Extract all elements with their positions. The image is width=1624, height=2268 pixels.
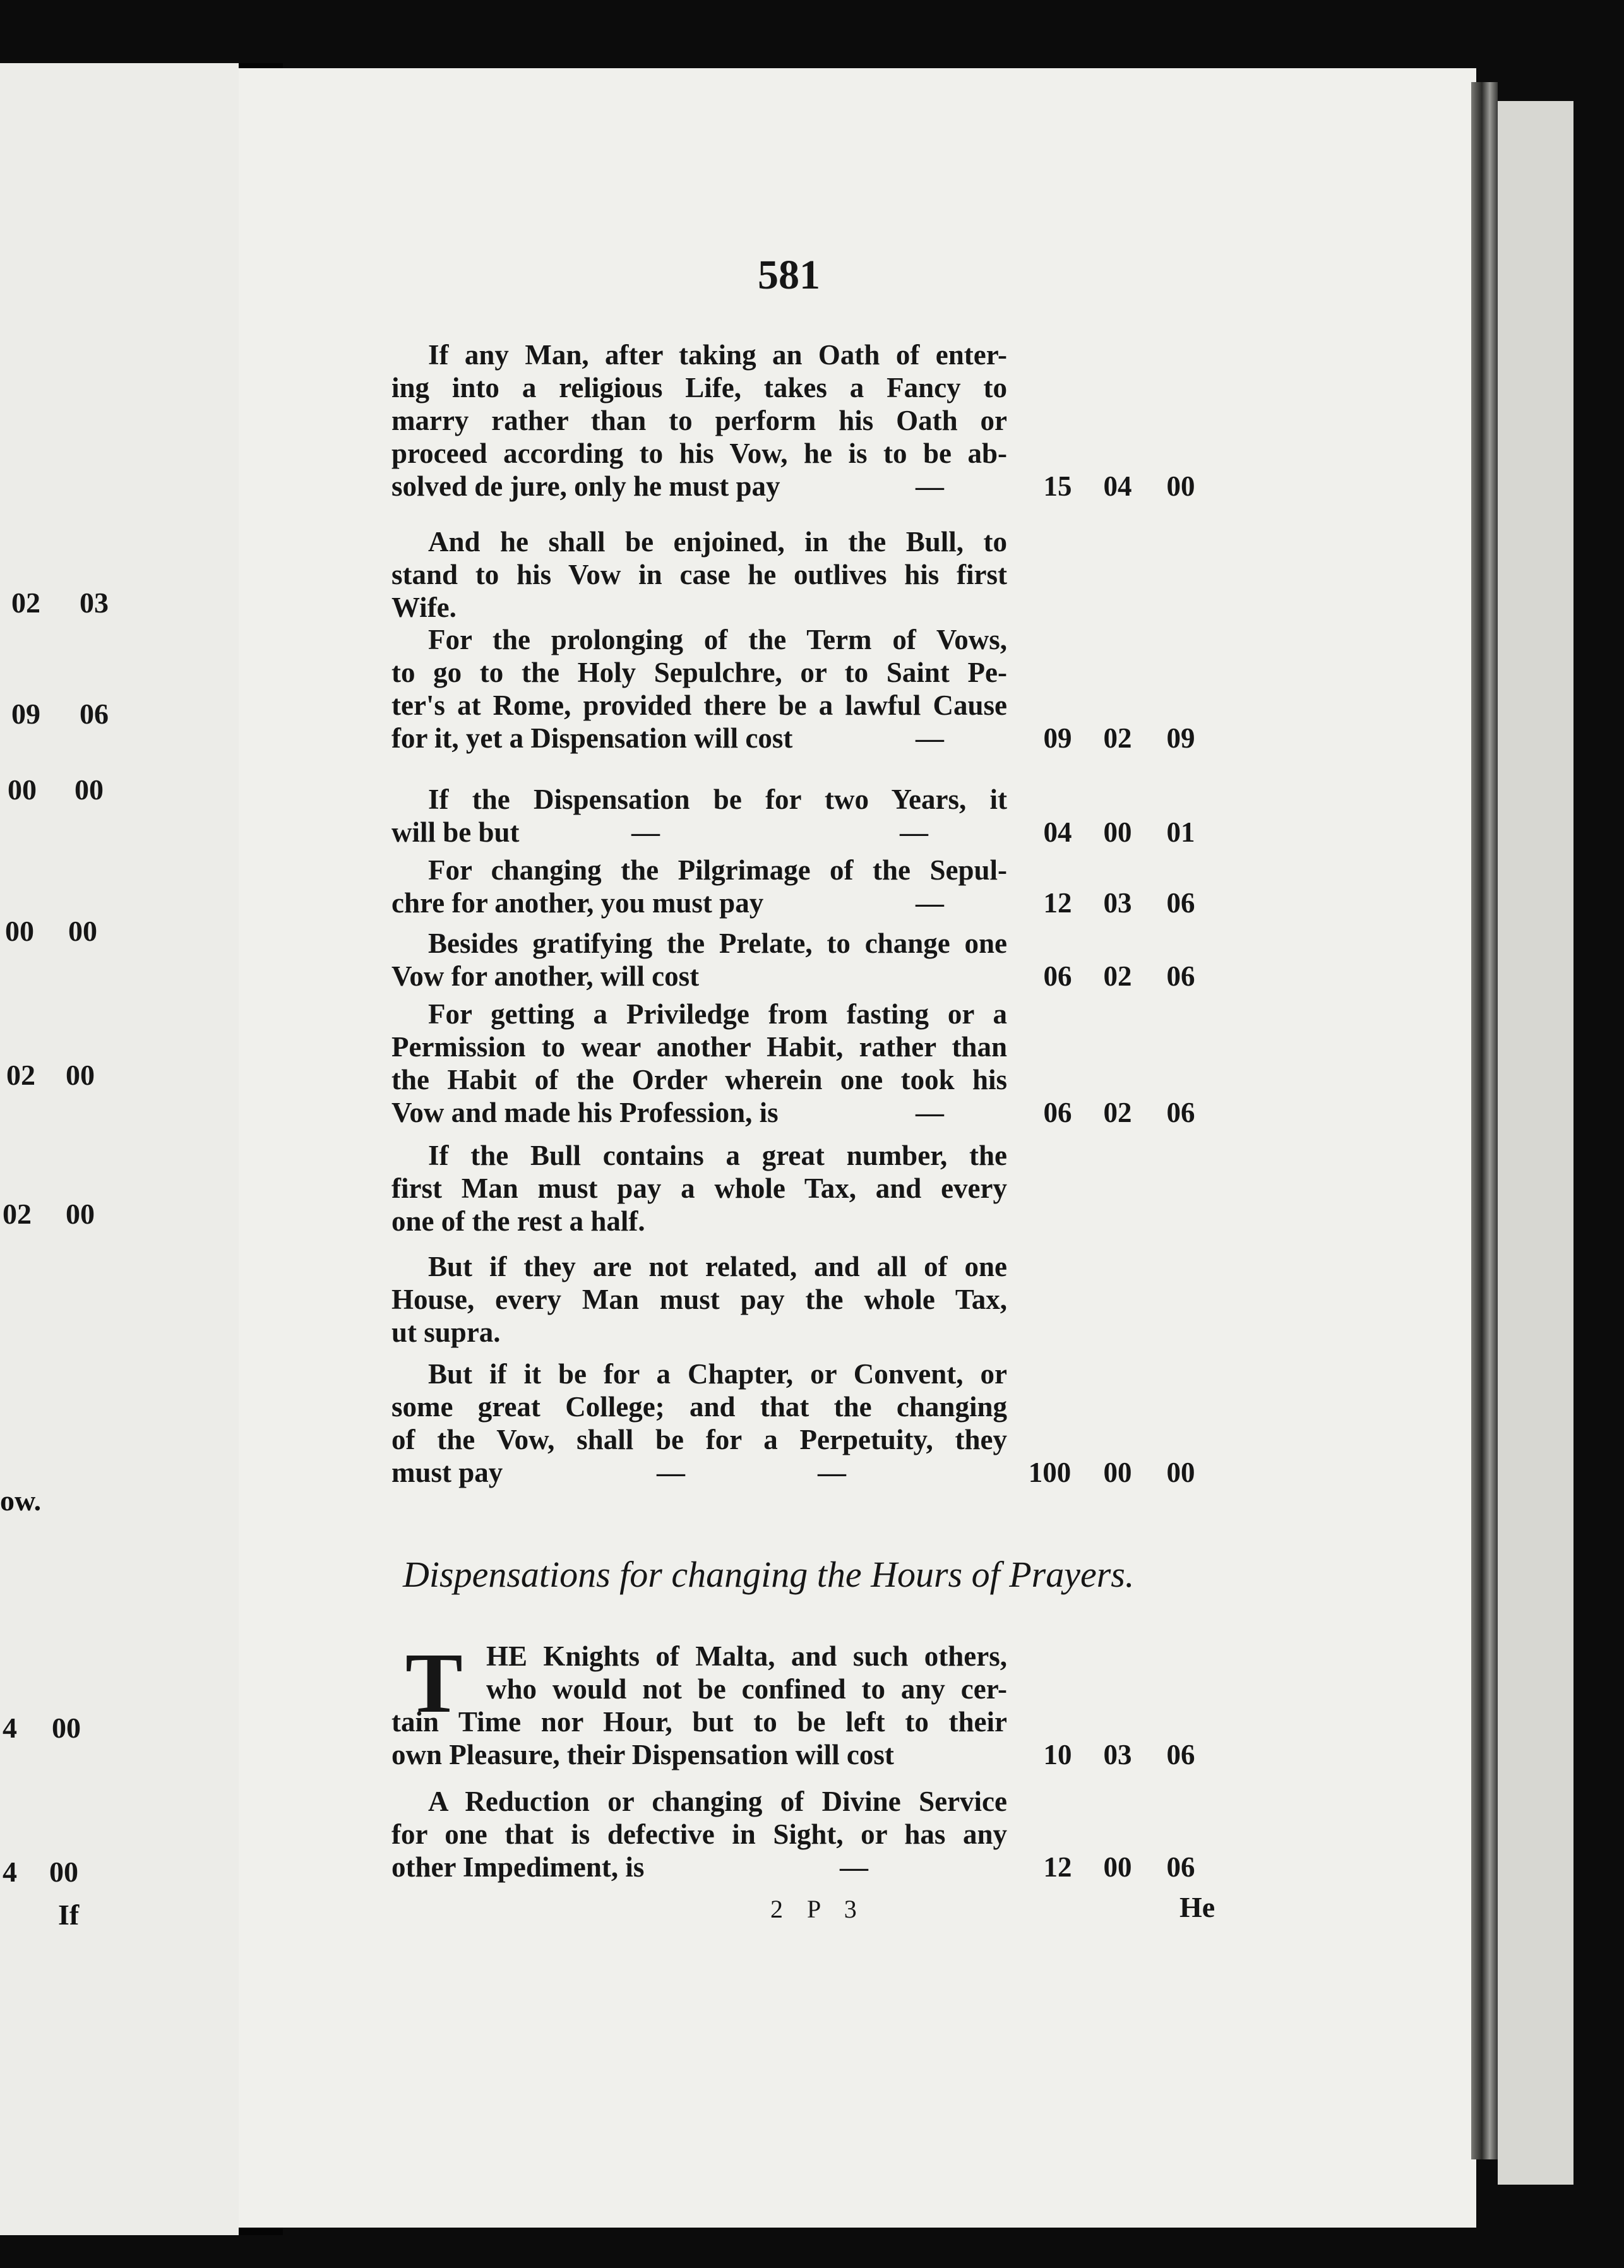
amount-shillings: 02: [1103, 722, 1132, 754]
amount-pence: 09: [1166, 722, 1195, 754]
amount-shillings: 03: [1103, 1739, 1132, 1770]
left-amount-b: 00: [49, 1856, 78, 1888]
left-amount-a: 4: [3, 1856, 17, 1888]
text-line: Vow for another, will cost: [391, 960, 700, 992]
amount-pence: 01: [1166, 816, 1195, 848]
left-amount-a: 02: [11, 587, 40, 619]
text-line: must pay: [391, 1457, 503, 1488]
text-line: the Habit of the Order wherein one took his: [391, 1064, 1007, 1095]
leader-dash: —: [631, 816, 660, 848]
left-amount-b: 00: [66, 1198, 95, 1230]
amount-shillings: 04: [1103, 470, 1132, 502]
back-page-strip: [1498, 101, 1573, 2185]
amount-shillings: 00: [1103, 1851, 1132, 1883]
text-line: some great College; and that the changing: [391, 1391, 1007, 1423]
amount-pounds: 06: [1043, 960, 1072, 992]
amount-shillings: 02: [1103, 1097, 1132, 1128]
text-line: For changing the Pilgrimage of the Sepul-: [428, 854, 1007, 886]
left-amount-a: 00: [5, 915, 34, 947]
amount-pounds: 04: [1043, 816, 1072, 848]
text-line: to go to the Holy Sepulchre, or to Saint Pe-: [391, 657, 1007, 688]
text-line: chre for another, you must pay: [391, 887, 764, 919]
left-amount-a: 02: [3, 1198, 32, 1230]
text-line: But if it be for a Chapter, or Convent, or: [428, 1358, 1007, 1390]
left-amount-b: 00: [75, 773, 104, 806]
signature-mark: 2 P 3: [770, 1895, 866, 1923]
text-line: who would not be confined to any cer-: [486, 1673, 1007, 1705]
amount-shillings: 03: [1103, 887, 1132, 919]
text-line: Vow and made his Profession, is: [391, 1097, 779, 1128]
text-line: stand to his Vow in case he outlives his first: [391, 559, 1007, 590]
text-line: of the Vow, shall be for a Perpetuity, they: [391, 1424, 1007, 1455]
text-line: tain Time nor Hour, but to be left to their: [391, 1706, 1007, 1738]
left-fragment: ow.: [0, 1484, 42, 1517]
leader-dash: —: [916, 1097, 944, 1128]
left-amount-b: 06: [80, 698, 109, 730]
text-line: for one that is defective in Sight, or has any: [391, 1818, 1007, 1850]
facing-left-page: [0, 63, 239, 2235]
amount-pence: 06: [1166, 1739, 1195, 1770]
text-line: If the Dispensation be for two Years, it: [428, 784, 1007, 815]
leader-dash: —: [916, 470, 944, 502]
amount-shillings: 00: [1103, 816, 1132, 848]
text-line: If the Bull contains a great number, the: [428, 1140, 1007, 1171]
text-line: HE Knights of Malta, and such others,: [486, 1640, 1007, 1672]
leader-dash: —: [840, 1851, 868, 1883]
text-line: Besides gratifying the Prelate, to change one: [428, 928, 1007, 959]
text-line: And he shall be enjoined, in the Bull, to: [428, 526, 1007, 558]
amount-pounds: 09: [1043, 722, 1072, 754]
amount-pounds: 12: [1043, 887, 1072, 919]
text-line: ing into a religious Life, takes a Fancy to: [391, 372, 1007, 403]
amount-pounds: 10: [1043, 1739, 1072, 1770]
amount-pounds: 12: [1043, 1851, 1072, 1883]
left-catchword: If: [58, 1899, 80, 1931]
text-line: Permission to wear another Habit, rather than: [391, 1031, 1007, 1063]
leader-dash: —: [916, 887, 944, 919]
text-line: first Man must pay a whole Tax, and every: [391, 1173, 1007, 1204]
text-line: Wife.: [391, 592, 457, 623]
drop-cap: T: [405, 1636, 463, 1731]
left-amount-a: 4: [3, 1712, 17, 1744]
text-line: proceed according to his Vow, he is to be ab-: [391, 438, 1007, 469]
page-edge: [1471, 82, 1498, 2159]
text-line: own Pleasure, their Dispensation will cost: [391, 1739, 894, 1770]
amount-shillings: 00: [1103, 1457, 1132, 1488]
leader-dash: —: [657, 1457, 685, 1488]
amount-pounds: 06: [1043, 1097, 1072, 1128]
left-amount-a: 02: [6, 1059, 35, 1091]
text-line: For getting a Priviledge from fasting or a: [428, 998, 1007, 1030]
text-line: ut supra.: [391, 1316, 501, 1348]
left-amount-a: 09: [11, 698, 40, 730]
text-line: A Reduction or changing of Divine Service: [428, 1786, 1007, 1817]
text-line: for it, yet a Dispensation will cost: [391, 722, 793, 754]
amount-pence: 06: [1166, 887, 1195, 919]
text-line: If any Man, after taking an Oath of enter-: [428, 339, 1007, 371]
left-amount-b: 00: [66, 1059, 95, 1091]
amount-pence: 00: [1166, 470, 1195, 502]
amount-pounds: 15: [1043, 470, 1072, 502]
left-amount-b: 03: [80, 587, 109, 619]
text-line: For the prolonging of the Term of Vows,: [428, 624, 1007, 655]
catchword: He: [1179, 1891, 1215, 1923]
amount-pence: 06: [1166, 1851, 1195, 1883]
page-number: 581: [758, 252, 820, 298]
text-line: But if they are not related, and all of one: [428, 1251, 1007, 1282]
leader-dash: —: [818, 1457, 846, 1488]
text-line: solved de jure, only he must pay: [391, 470, 780, 502]
left-amount-b: 00: [52, 1712, 81, 1744]
amount-pence: 00: [1166, 1457, 1195, 1488]
left-amount-a: 00: [8, 773, 37, 806]
text-line: other Impediment, is: [391, 1851, 645, 1883]
text-line: House, every Man must pay the whole Tax,: [391, 1284, 1007, 1315]
leader-dash: —: [916, 722, 944, 754]
text-line: ter's at Rome, provided there be a lawful Cause: [391, 689, 1007, 721]
amount-pounds: 100: [1028, 1457, 1072, 1488]
leader-dash: —: [900, 816, 928, 848]
text-line: one of the rest a half.: [391, 1205, 645, 1237]
section-heading: Dispensations for changing the Hours of Prayers.: [403, 1554, 1135, 1595]
amount-pence: 06: [1166, 1097, 1195, 1128]
text-line: will be but: [391, 816, 520, 848]
left-amount-b: 00: [68, 915, 97, 947]
amount-pence: 06: [1166, 960, 1195, 992]
text-line: marry rather than to perform his Oath or: [391, 405, 1007, 436]
amount-shillings: 02: [1103, 960, 1132, 992]
